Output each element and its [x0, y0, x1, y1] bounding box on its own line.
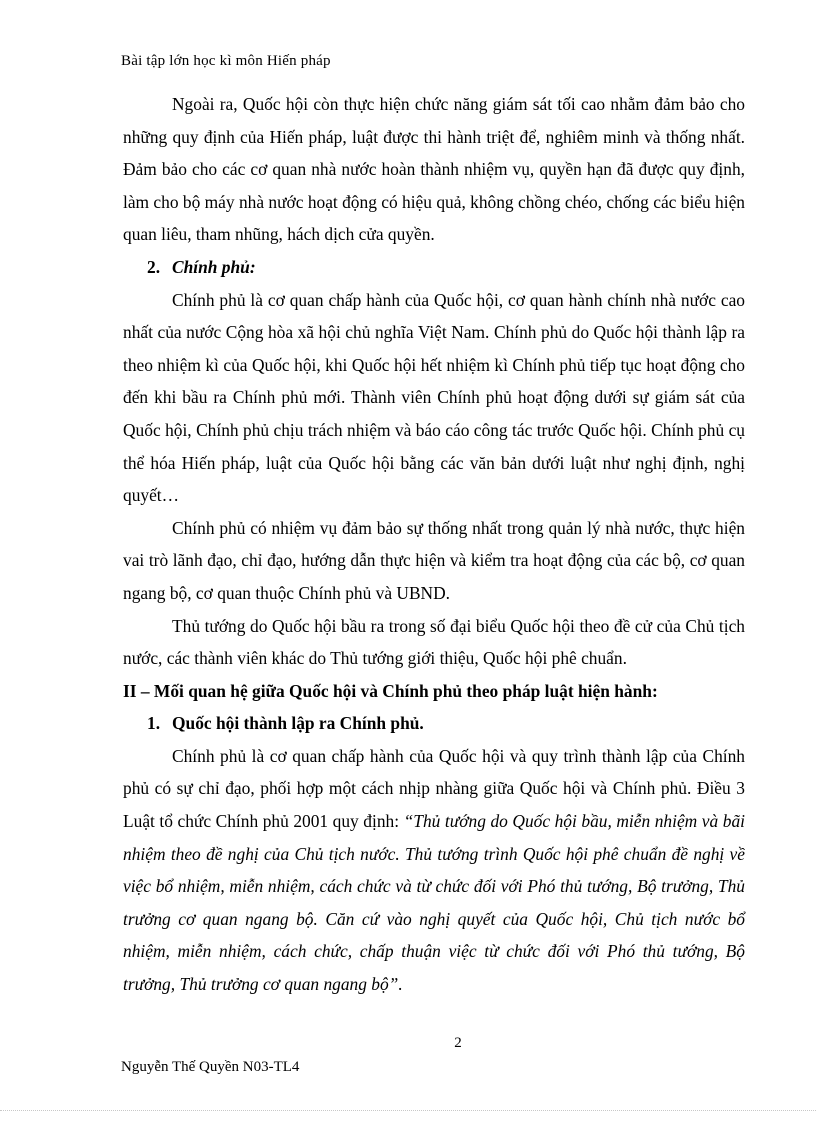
- law-quote: “Thủ tướng do Quốc hội bầu, miễn nhiệm và bãi nhiệm theo đề nghị của Chủ tịch nước. Thủ tướng trình Quốc hội phê chuẩn đề nghị về việc bổ nhiệm, miễn nhiệm, cách chức và từ chức đối với Phó thủ tướng, Bộ trưởng, Thủ trưởng cơ quan ngang bộ. Căn cứ vào nghị quyết của Quốc hội, Chủ tịch nước bổ nhiệm, miễn nhiệm, cách chức, chấp thuận việc từ chức đối với Phó thủ tướng, Bộ trưởng, Thủ trưởng cơ quan ngang bộ”.: [123, 811, 745, 995]
- page-header: Bài tập lớn học kì môn Hiến pháp: [121, 53, 331, 69]
- page-edge-divider: [0, 1110, 816, 1111]
- paragraph-prime-minister: Thủ tướng do Quốc hội bầu ra trong số đại biểu Quốc hội theo đề cử của Chủ tịch nước, các thành viên khác do Thủ tướng giới thiệu, Quốc hội phê chuẩn.: [123, 615, 745, 669]
- heading-section-ii: II – Mối quan hệ giữa Quốc hội và Chính phủ theo pháp luật hiện hành:: [123, 680, 658, 701]
- heading-thanh-lap: [123, 707, 745, 740]
- heading-text: Chính phủ:: [172, 256, 256, 277]
- paragraph-intro-text: Chính phủ là cơ quan chấp hành của Quốc hội và quy trình thành lập của Chính phủ có sự chỉ đạo, phối hợp một cách nhịp nhàng giữa Quốc hội và Chính phủ. Điều 3 Luật tổ chức Chính phủ 2001 quy định:: [123, 745, 745, 832]
- heading-text: Quốc hội thành lập ra Chính phủ.: [172, 713, 424, 734]
- page-number: 2: [454, 1035, 462, 1051]
- heading-chinh-phu: [123, 251, 745, 284]
- document-body: [123, 88, 745, 1001]
- page-footer: Nguyễn Thế Quyền N03-TL4: [121, 1059, 300, 1075]
- paragraph-oversight: Ngoài ra, Quốc hội còn thực hiện chức năng giám sát tối cao nhằm đảm bảo cho những quy định của Hiến pháp, luật được thi hành triệt để, nghiêm minh và thống nhất. Đảm bảo cho các cơ quan nhà nước hoàn thành nhiệm vụ, quyền hạn đã được quy định, làm cho bộ máy nhà nước hoạt động có hiệu quả, không chồng chéo, chống các biểu hiện quan liêu, tham nhũng, hách dịch cửa quyền.: [123, 94, 745, 245]
- paragraph-government-duties: Chính phủ có nhiệm vụ đảm bảo sự thống nhất trong quản lý nhà nước, thực hiện vai trò lãnh đạo, chỉ đạo, hướng dẫn thực hiện và kiểm tra hoạt động của các bộ, cơ quan ngang bộ, cơ quan thuộc Chính phủ và UBND.: [123, 517, 745, 603]
- heading-number: 2.: [147, 256, 161, 277]
- paragraph-government-role: Chính phủ là cơ quan chấp hành của Quốc hội, cơ quan hành chính nhà nước cao nhất của nước Cộng hòa xã hội chủ nghĩa Việt Nam. Chính phủ do Quốc hội thành lập ra theo nhiệm kì của Quốc hội, khi Quốc hội hết nhiệm kì Chính phủ tiếp tục hoạt động cho đến khi bầu ra Chính phủ mới. Thành viên Chính phủ hoạt động dưới sự giám sát của Quốc hội, Chính phủ chịu trách nhiệm và báo cáo công tác trước Quốc hội. Chính phủ cụ thể hóa Hiến pháp, luật của Quốc hội bằng các văn bản dưới luật như nghị định, nghị quyết…: [123, 289, 745, 506]
- paragraph-establishment: [123, 740, 745, 1001]
- heading-number: 1.: [147, 713, 161, 734]
